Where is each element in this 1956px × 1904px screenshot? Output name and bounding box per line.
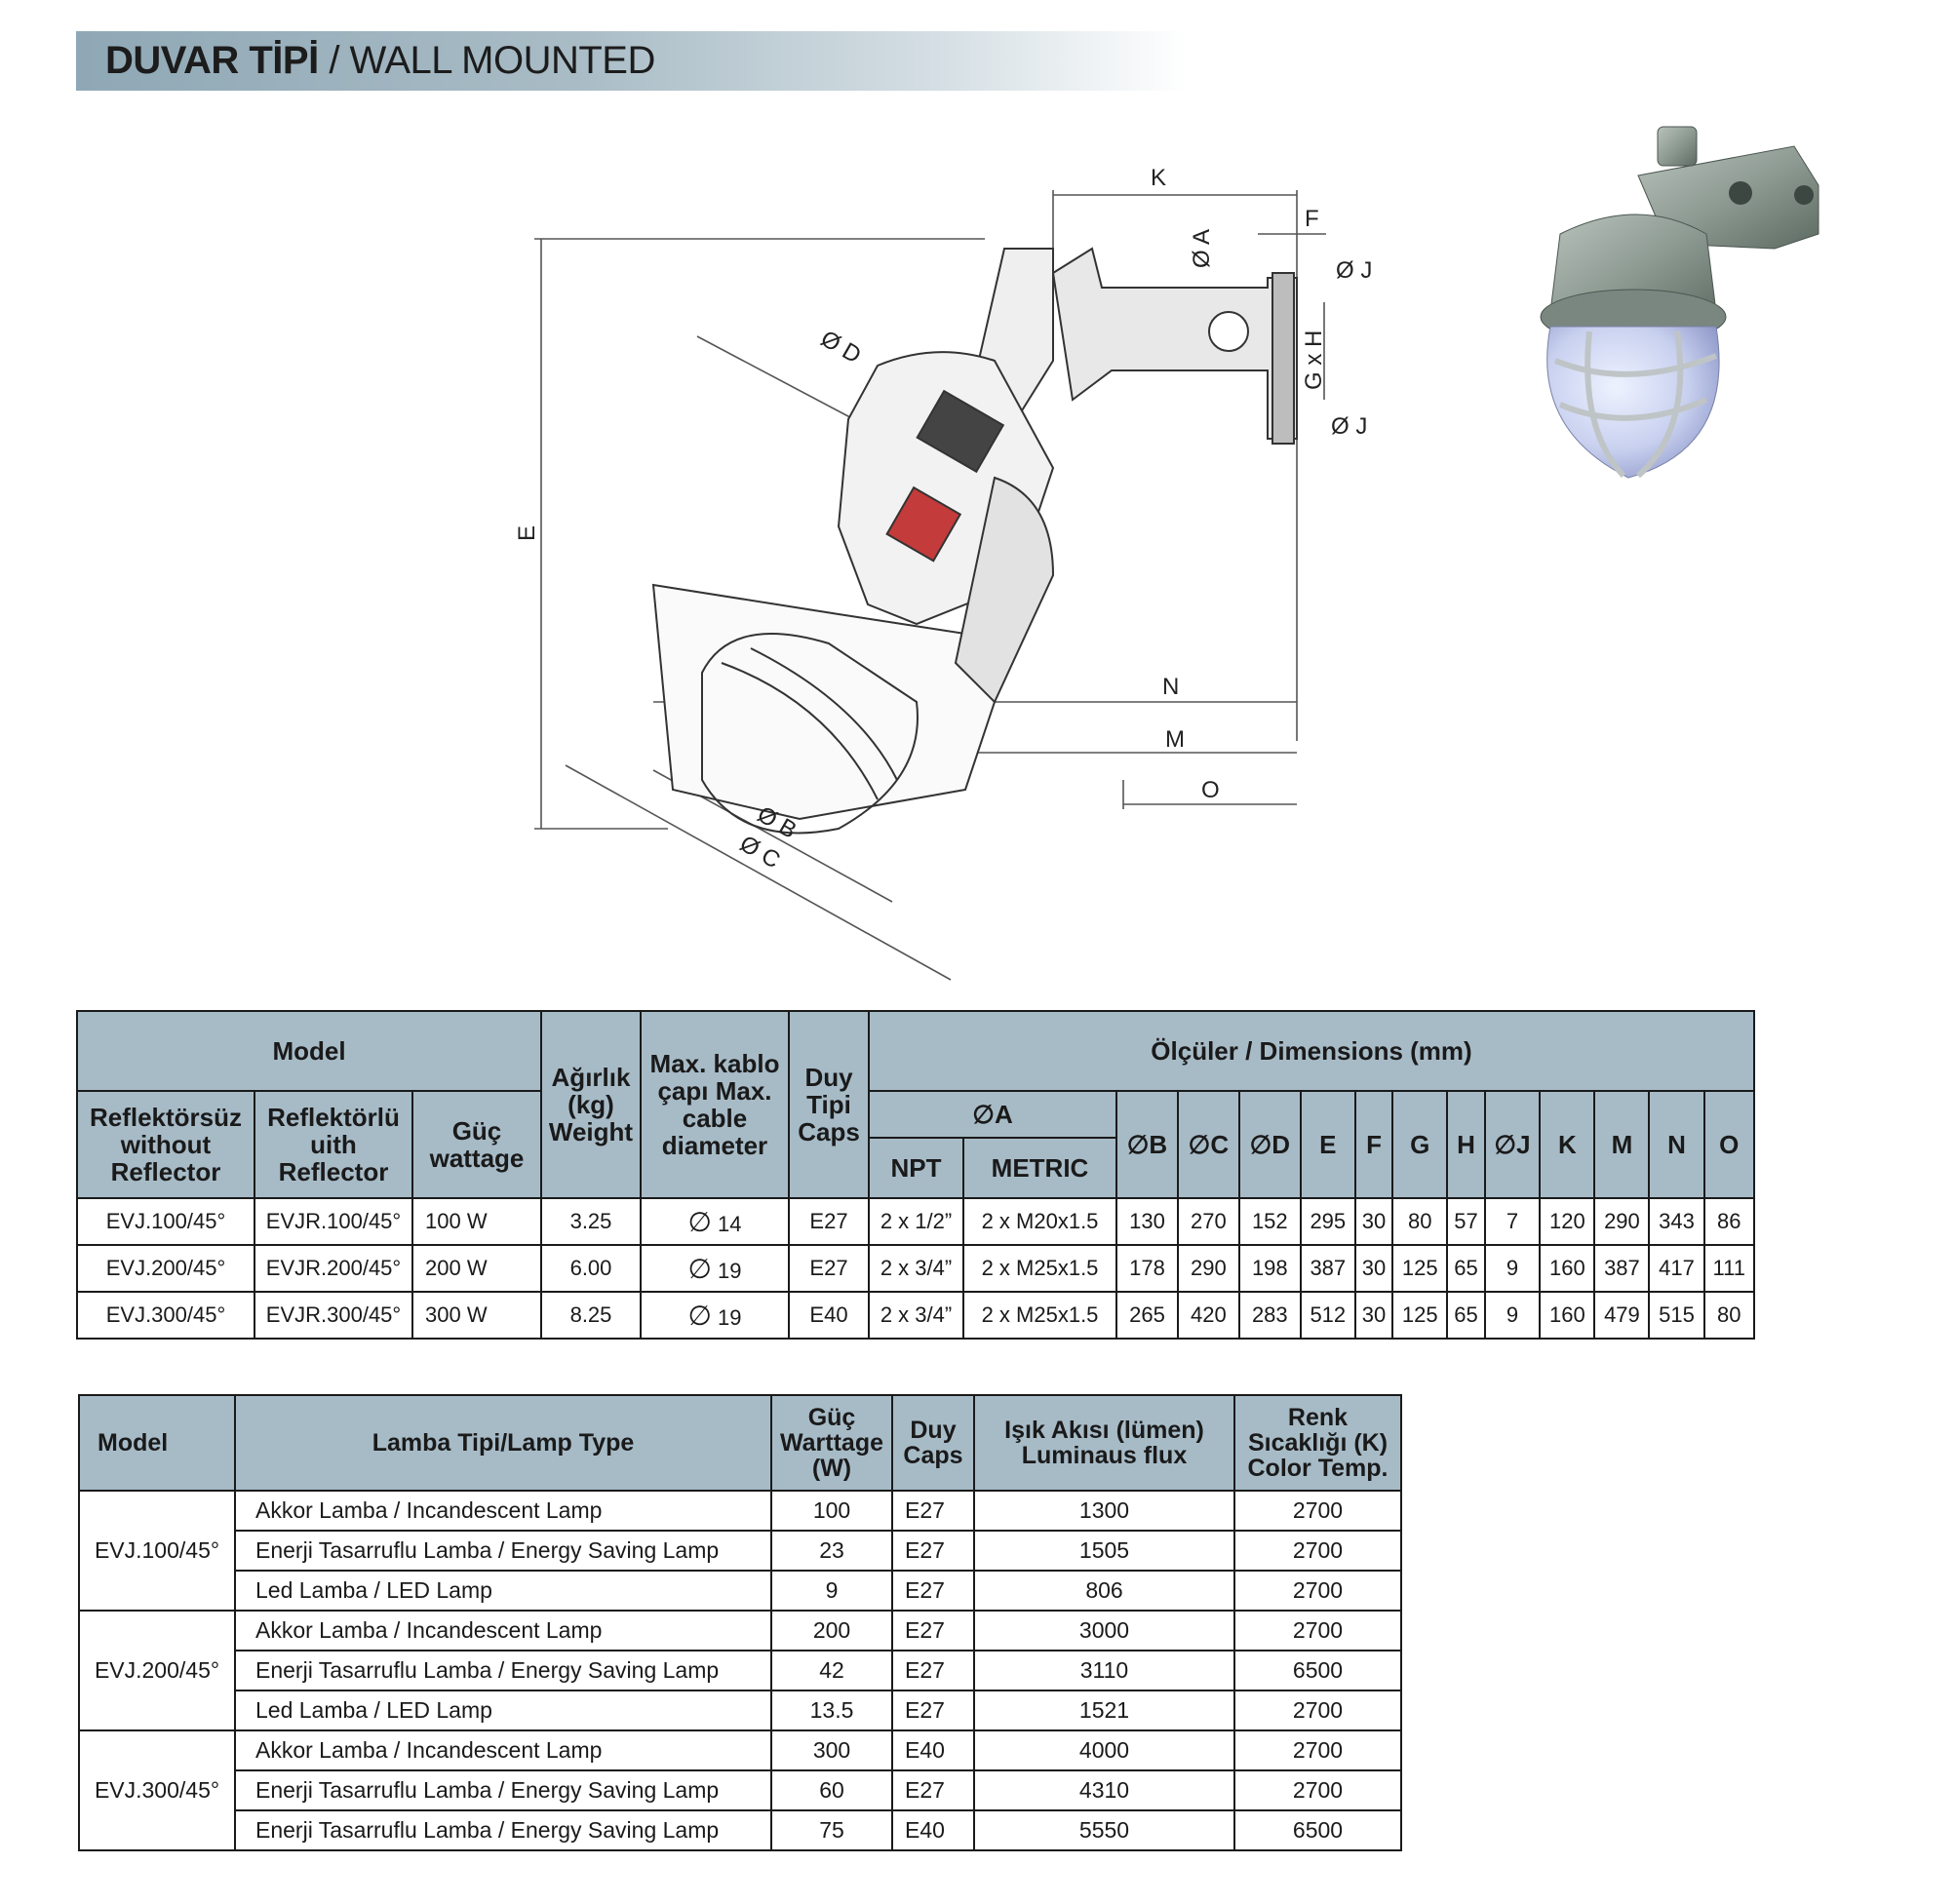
- header-metric: METRIC: [963, 1138, 1116, 1198]
- label-n: N: [1162, 674, 1180, 700]
- title-bold: DUVAR TİPİ: [105, 39, 319, 82]
- label-b: Ø B: [753, 800, 802, 844]
- label-f: F: [1305, 206, 1319, 232]
- header-o: O: [1704, 1091, 1754, 1198]
- table-row: Enerji Tasarruflu Lamba / Energy Saving Lamp 60 E27 4310 2700: [79, 1770, 1401, 1810]
- table-row: Enerji Tasarruflu Lamba / Energy Saving Lamp 42 E27 3110 6500: [79, 1651, 1401, 1690]
- header-d: ∅D: [1239, 1091, 1301, 1198]
- header-h: H: [1447, 1091, 1484, 1198]
- label-a: Ø A: [1189, 228, 1215, 268]
- header-caps: Duy Tipi Caps: [789, 1011, 869, 1198]
- header-f: F: [1355, 1091, 1392, 1198]
- table-row: EVJ.200/45° EVJR.200/45° 200 W 6.00 ∅ 19 E27 2 x 3/4” 2 x M25x1.5 178 290 198 387 30 125 65 9 160 387 417 111: [77, 1245, 1754, 1292]
- header-wattage: Güç wattage: [412, 1091, 541, 1198]
- lamp-table: [78, 1394, 1402, 1851]
- header-n: N: [1649, 1091, 1703, 1198]
- table-row: Enerji Tasarruflu Lamba / Energy Saving Lamp 23 E27 1505 2700: [79, 1531, 1401, 1571]
- label-m: M: [1165, 726, 1185, 753]
- header-a-label: A: [994, 1100, 1013, 1129]
- header-e: E: [1301, 1091, 1355, 1198]
- table-row: EVJ.300/45° Akkor Lamba / Incandescent Lamp 300 E40 4000 2700: [79, 1730, 1401, 1770]
- header-g: G: [1392, 1091, 1447, 1198]
- table-row: EVJ.100/45° Akkor Lamba / Incandescent Lamp 100 E27 1300 2700: [79, 1491, 1401, 1531]
- diameter-icon: ∅: [687, 1300, 712, 1331]
- dimensions-table: [76, 1010, 1755, 1340]
- header-model: Model: [77, 1011, 541, 1091]
- label-j-bottom: Ø J: [1331, 413, 1368, 440]
- table-row: EVJ.300/45° EVJR.300/45° 300 W 8.25 ∅ 19 E40 2 x 3/4” 2 x M25x1.5 265 420 283 512 30 125 65 9 160 479 515 80: [77, 1292, 1754, 1339]
- model-cell: EVJ.200/45°: [79, 1611, 235, 1730]
- header-color-temp: Renk Sıcaklığı (K) Color Temp.: [1234, 1395, 1401, 1491]
- diameter-icon: ∅: [687, 1206, 712, 1237]
- header-with-reflector: Reflektörlü uith Reflector: [254, 1091, 412, 1198]
- header-dimensions: Ölçüler / Dimensions (mm): [869, 1011, 1754, 1091]
- diameter-icon: ∅: [687, 1253, 712, 1284]
- header-m: M: [1594, 1091, 1649, 1198]
- label-gxh: G x H: [1301, 330, 1327, 390]
- label-c: Ø C: [735, 830, 785, 874]
- header-cable: Max. kablo çapı Max. cable diameter: [641, 1011, 789, 1198]
- header-caps: Duy Caps: [892, 1395, 974, 1491]
- table-row: Enerji Tasarruflu Lamba / Energy Saving Lamp 75 E40 5550 6500: [79, 1810, 1401, 1850]
- header-a: ∅A: [869, 1091, 1116, 1138]
- header-lamp-type: Lamba Tipi/Lamp Type: [235, 1395, 771, 1491]
- header-b: ∅B: [1116, 1091, 1178, 1198]
- header-flux: Işık Akısı (lümen) Luminaus flux: [974, 1395, 1234, 1491]
- header-c: ∅C: [1178, 1091, 1239, 1198]
- label-d: Ø D: [816, 325, 866, 369]
- header-weight: Ağırlık (kg) Weight: [541, 1011, 641, 1198]
- table-row: EVJ.200/45° Akkor Lamba / Incandescent Lamp 200 E27 3000 2700: [79, 1611, 1401, 1651]
- label-j-top: Ø J: [1336, 257, 1373, 284]
- technical-drawing: [507, 156, 1482, 994]
- label-o: O: [1201, 777, 1220, 803]
- model-cell: EVJ.300/45°: [79, 1730, 235, 1850]
- label-k: K: [1151, 165, 1167, 191]
- product-photo: [1443, 117, 1833, 507]
- label-e: E: [514, 525, 540, 541]
- header-npt: NPT: [869, 1138, 963, 1198]
- header-power: Güç Warttage (W): [771, 1395, 892, 1491]
- title-rest: / WALL MOUNTED: [318, 39, 655, 82]
- table-row: EVJ.100/45° EVJR.100/45° 100 W 3.25 ∅ 14 E27 2 x 1/2” 2 x M20x1.5 130 270 152 295 30 80 57 7 120 290 343 86: [77, 1198, 1754, 1245]
- table-row: Led Lamba / LED Lamp 9 E27 806 2700: [79, 1571, 1401, 1611]
- model-cell: EVJ.100/45°: [79, 1491, 235, 1611]
- table-row: Led Lamba / LED Lamp 13.5 E27 1521 2700: [79, 1690, 1401, 1730]
- header-j: ∅J: [1485, 1091, 1541, 1198]
- header-k: K: [1540, 1091, 1594, 1198]
- header-without-reflector: Reflektörsüz without Reflector: [77, 1091, 254, 1198]
- page-title: [105, 35, 655, 86]
- header-model: Model: [79, 1395, 235, 1491]
